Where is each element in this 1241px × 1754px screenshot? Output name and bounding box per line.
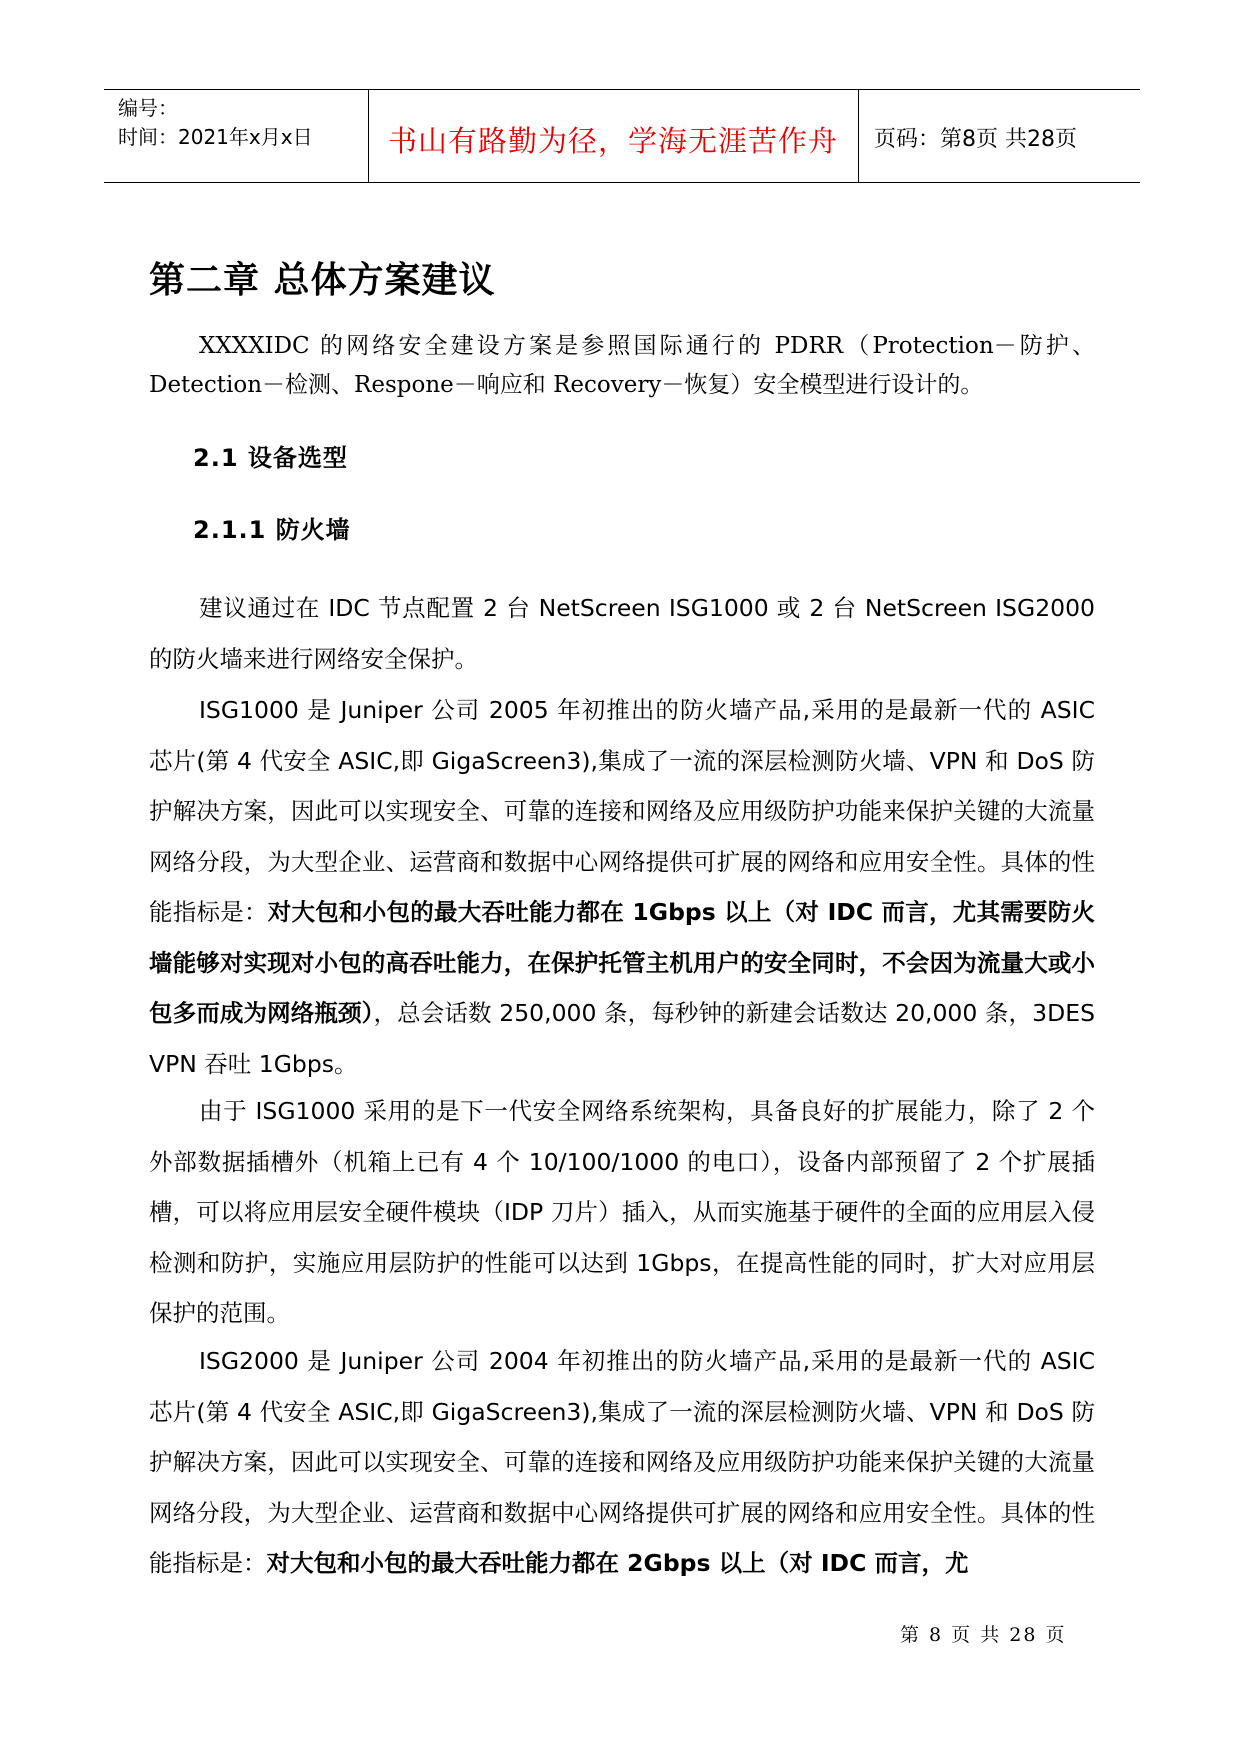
paragraph-bold-text: 对大包和小包的最大吞吐能力都在 2Gbps 以上（对 IDC 而言，尤 — [266, 1549, 969, 1577]
chapter-title: 第二章 总体方案建议 — [149, 260, 496, 301]
page-header — [104, 89, 1140, 183]
paragraph-isg1000-expansion: 由于 ISG1000 采用的是下一代安全网络系统架构，具备良好的扩展能力，除了 2 个外部数据插槽外（机箱上已有 4 个 10/100/1000 的电口），设备内部预留了 2 个扩展插槽，可以将应用层安全硬件模块（IDP 刀片）插入，从而实施基于硬件的全面的应用层入侵检测和防护，实施应用层防护的性能可以达到 1Gbps，在提高性能的同时，扩大对应用层保护的范围。 — [149, 1097, 1095, 1327]
paragraph-text: ISG1000 是 Juniper 公司 2005 年初推出的防火墙产品,采用的是最新一代的 ASIC 芯片(第 4 代安全 ASIC,即 GigaScreen3),集成了一流的深层检测防火墙、VPN 和 DoS 防护解决方案，因此可以实现安全、可靠的连接和网络及应用级防护功能来保护关键的大流量网络分段，为大型企业、运营商和数据中心网络提供可扩展的网络和应用安全性。具体的性能指标是： — [149, 696, 1095, 926]
header-number-label: 编号： — [118, 96, 178, 120]
header-motto: 书山有路勤为径，学海无涯苦作舟 — [387, 124, 838, 158]
paragraph-isg2000 — [149, 1336, 1095, 1589]
paragraph-text: ISG2000 是 Juniper 公司 2004 年初推出的防火墙产品,采用的是最新一代的 ASIC 芯片(第 4 代安全 ASIC,即 GigaScreen3),集成了一流的深层检测防火墙、VPN 和 DoS 防护解决方案，因此可以实现安全、可靠的连接和网络及应用级防护功能来保护关键的大流量网络分段，为大型企业、运营商和数据中心网络提供可扩展的网络和应用安全性。具体的性能指标是： — [149, 1347, 1095, 1577]
section-heading-2-1-1: 2.1.1 防火墙 — [193, 516, 351, 544]
intro-paragraph: XXXXIDC 的网络安全建设方案是参照国际通行的 PDRR（Protection－防护、Detection－检测、Respone－响应和 Recovery－恢复）安全模型进行设计的。 — [149, 333, 1095, 398]
page-footer: 第 8 页 共 28 页 — [900, 1624, 1067, 1646]
paragraph-text: ，总会话数 250,000 条，每秒钟的新建会话数达 20,000 条，3DES VPN 吞吐 1Gbps。 — [149, 999, 1095, 1078]
paragraph-recommendation: 建议通过在 IDC 节点配置 2 台 NetScreen ISG1000 或 2 台 NetScreen ISG2000 的防火墙来进行网络安全保护。 — [149, 594, 1095, 673]
header-divider — [858, 90, 859, 182]
header-meta — [118, 94, 313, 152]
paragraph-bold-text: 对大包和小包的最大吞吐能力都在 1Gbps 以上（对 IDC 而言，尤其需要防火墙能够对实现对小包的高吞吐能力，在保护托管主机用户的安全同时，不会因为流量大或小包多而成为网络瓶颈） — [149, 898, 1095, 1027]
paragraph-isg1000 — [149, 685, 1095, 1089]
section-heading-2-1: 2.1 设备选型 — [193, 444, 348, 472]
header-time-label: 时间：2021年x月x日 — [118, 125, 313, 149]
header-page-label: 页码：第8页 共28页 — [874, 127, 1077, 152]
